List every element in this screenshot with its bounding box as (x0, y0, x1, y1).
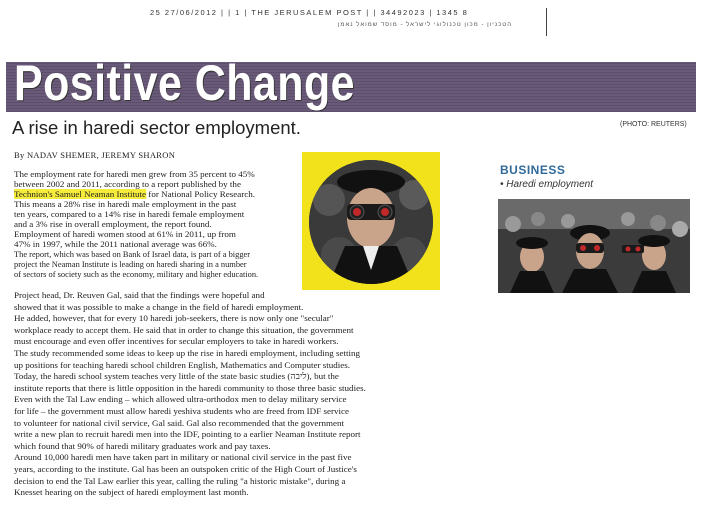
clipping-header-line: 25 27/06/2012 | | 1 | THE JERUSALEM POST | | 34492023 | 1345 8 (150, 8, 469, 17)
body-line: project the Neaman Institute is leading on haredi sharing in a number (14, 260, 247, 269)
body-line: showed that it was possible to make a change in the field of haredi employment. (14, 301, 304, 312)
body-line: up positions for teaching haredi school children English, Mathematics and Computer studies. (14, 359, 351, 370)
body-line: must encourage and even offer incentives for secular employers to take in haredi workers. (14, 336, 339, 347)
body-line: for life – the government must allow haredi yeshiva students who are freed from IDF service (14, 406, 350, 416)
section-label: BUSINESS (500, 163, 566, 177)
body-line: write a new plan to recruit haredi men into the IDF, pointing to a earlier Neaman Institute report (14, 429, 361, 440)
body-line: The report, which was based on Bank of Israel data, is part of a bigger (14, 250, 251, 259)
highlighted-text: Technion's Samuel Neaman Institute (14, 189, 147, 199)
body-line: Project head, Dr. Reuven Gal, said that the findings were hopeful and (14, 290, 265, 300)
body-line: Knesset hearing on the subject of haredi employment last month. (14, 487, 249, 498)
photo-credit: (PHOTO: REUTERS) (620, 121, 687, 128)
body-line: years, according to the institute. Gal has been an outspoken critic of the High Court of Justice's (14, 464, 357, 474)
body-line: Today, the haredi school system teaches very little of the state basic studies (ליבה), but the (14, 371, 339, 382)
body-line: decision to end the Tal Law earlier this year, calling the ruling "a historic mistake", during a (14, 475, 346, 486)
body-line: between 2002 and 2011, according to a report published by the (14, 179, 241, 189)
body-line: Employment of haredi women stood at 61% in 2011, up from (14, 229, 236, 239)
byline: By NADAV SHEMER, JEREMY SHARON (14, 150, 176, 160)
body-line: and a 3% rise in overall employment, the report found. (14, 219, 212, 229)
body-line: which found that 90% of haredi military graduates work and pay taxes. (14, 440, 271, 451)
body-line: Around 10,000 haredi men have taken part in military or national civil service in the past five (14, 452, 352, 463)
body-line: The study recommended some ideas to keep up the rise in haredi employment, including setting (14, 348, 361, 358)
body-line: Technion's Samuel Neaman Institute for National Policy Research. (14, 189, 256, 199)
body-line: ten years, compared to a 14% rise in haredi female employment (14, 209, 245, 219)
body-line: Even with the Tal Law ending – which allowed ultra-orthodox men to delay military service (14, 394, 347, 405)
crowd-photo (498, 199, 690, 293)
body-line: to volunteer for national civil service, Gal said. Gal also recommended that the government (14, 417, 345, 428)
body-line: He added, however, that for every 10 haredi job-seekers, there is now only one "secular" (14, 313, 334, 324)
body-line: of sectors of society such as the economy, military and higher education. (14, 270, 259, 279)
body-line: institute reports that there is little opposition in the haredi community to those three basic studies. (14, 382, 366, 393)
header-divider (546, 8, 547, 36)
body-line: This means a 28% rise in haredi male employment in the past (14, 199, 237, 209)
article-subhead: A rise in haredi sector employment. (12, 117, 301, 138)
binoculars-photo (309, 160, 433, 284)
section-sublabel: • Haredi employment (500, 179, 593, 190)
banner-title: Positive Change (14, 55, 355, 111)
body-line: The employment rate for haredi men grew from 35 percent to 45% (14, 169, 255, 179)
body-line: 47% in 1997, while the 2011 national average was 66%. (14, 239, 217, 249)
body-line: workplace ready to accept them. He said that in order to change this situation, the government (14, 324, 354, 335)
clipping-header-hebrew: הטכניון - מכון טכנולוגי לישראל - מוסד שמואל נאמן (337, 22, 512, 28)
